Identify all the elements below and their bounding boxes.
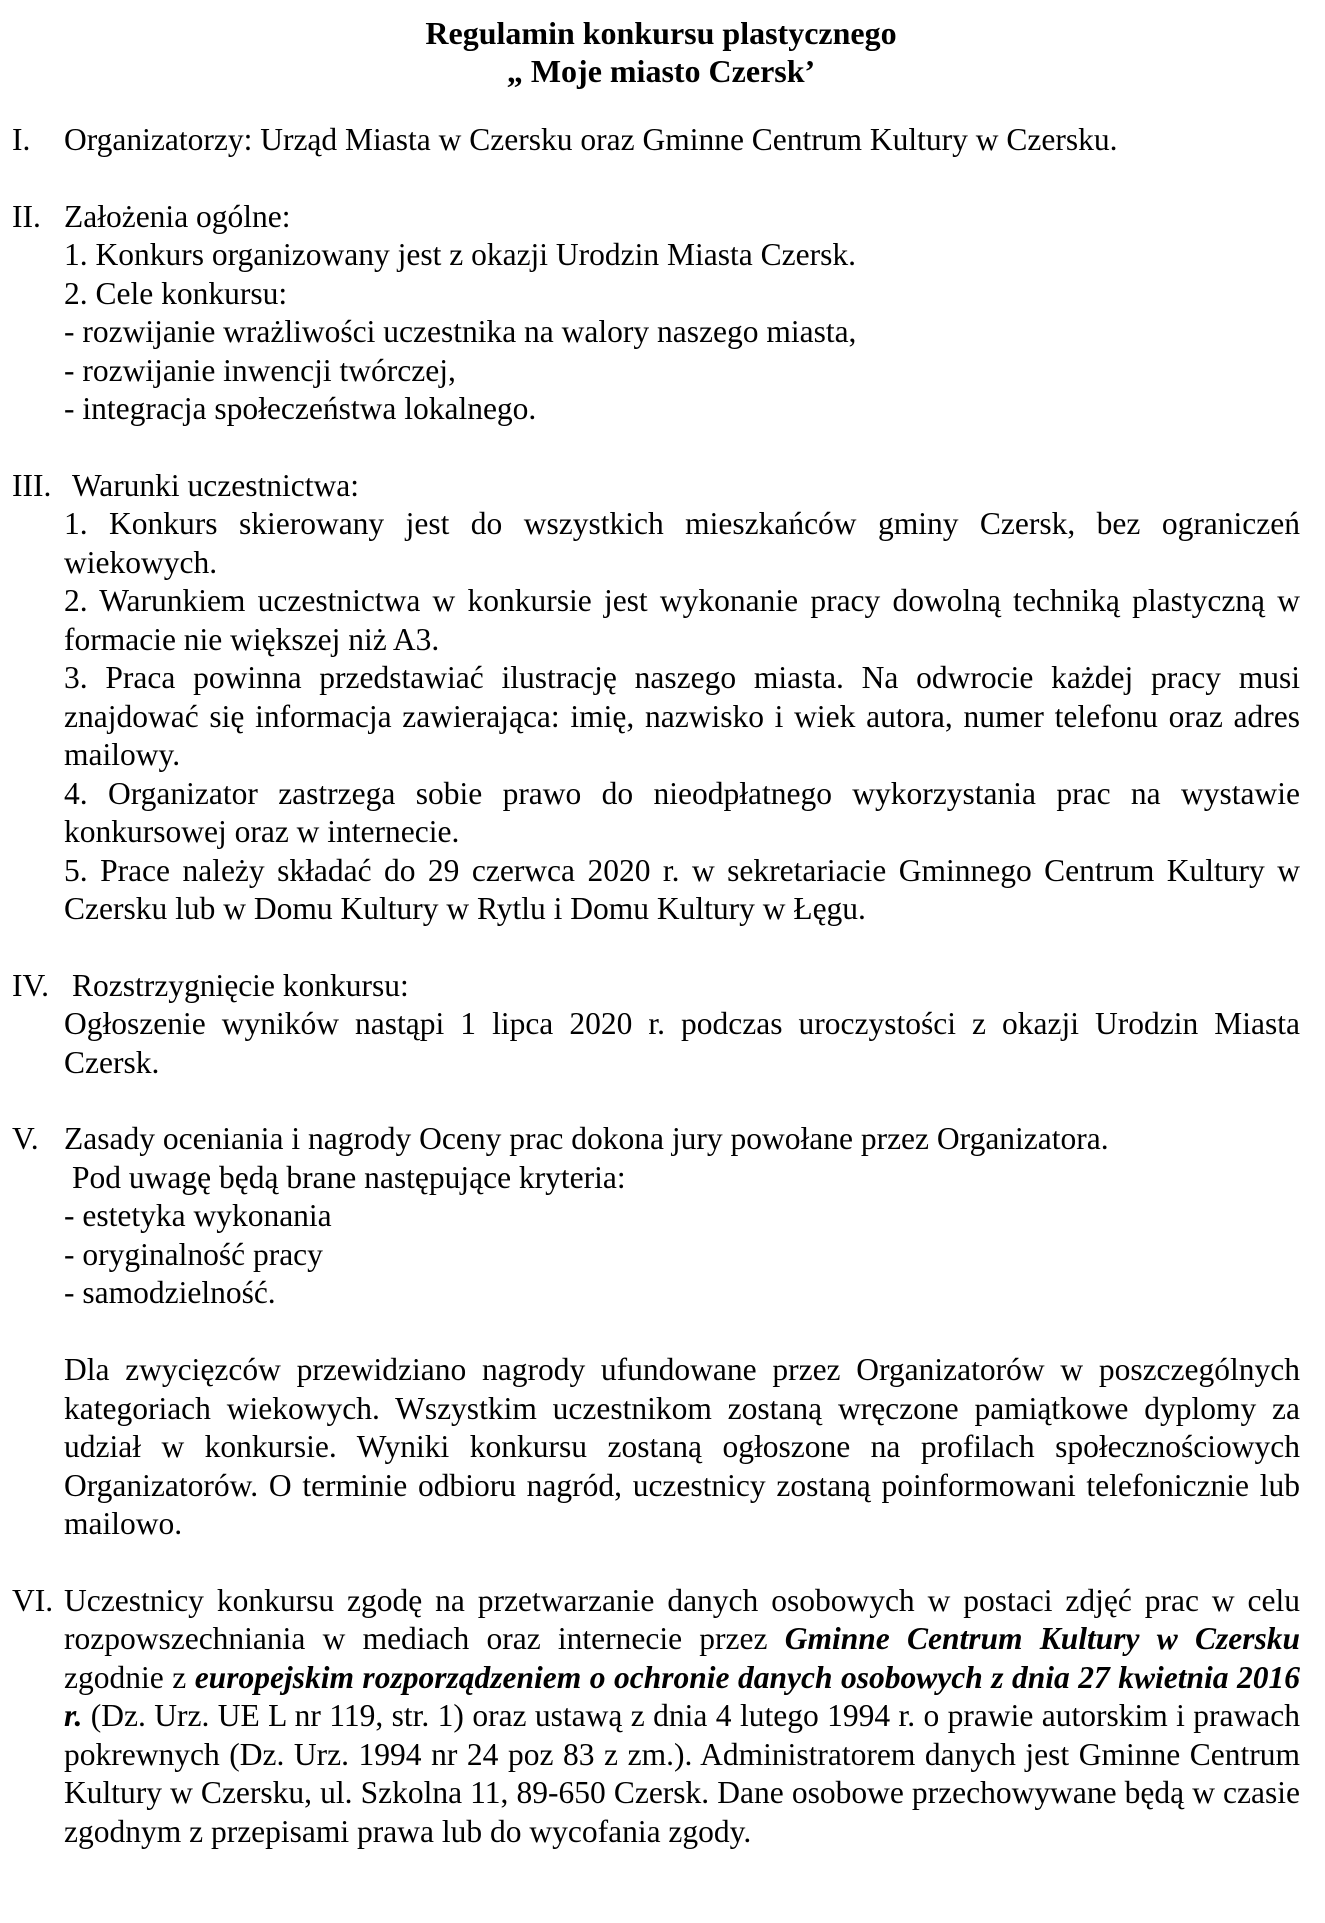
document-title — [12, 14, 1300, 90]
title-line-1: Regulamin konkursu plastycznego — [425, 15, 897, 51]
list-item: 1. Konkurs organizowany jest z okazji Urodzin Miasta Czersk. — [64, 237, 856, 272]
section-body — [64, 198, 1300, 429]
list-item: - estetyka wykonania — [64, 1198, 332, 1233]
section-body — [64, 467, 1300, 929]
section-numeral: VI. — [12, 1582, 54, 1618]
list-item: - rozwijanie wrażliwości uczestnika na walory naszego miasta, — [64, 314, 857, 349]
section-body — [64, 1582, 1300, 1852]
section-6 — [12, 1582, 1300, 1852]
paragraph: 2. Warunkiem uczestnictwa w konkursie jest wykonanie pracy dowolną techniką plastyczną w formacie nie większej niż A3. — [64, 583, 1300, 657]
paragraph — [64, 1582, 1300, 1852]
list-item: - integracja społeczeństwa lokalnego. — [64, 391, 537, 426]
section-numeral: III. — [12, 467, 52, 503]
paragraph: 5. Prace należy składać do 29 czerwca 2020 r. w sekretariacie Gminnego Centrum Kultury w Czersku lub w Domu Kultury w Rytlu i Domu Kultury w Łęgu. — [64, 852, 1300, 926]
emphasis-text: Gminne Centrum Kultury w Czersku — [784, 1621, 1300, 1656]
text-segment: zgodnie z — [64, 1659, 195, 1695]
section-3 — [12, 467, 1300, 929]
section-numeral: V. — [12, 1121, 39, 1156]
list-item: - samodzielność. — [64, 1275, 276, 1310]
section-body — [64, 121, 1300, 160]
section-numeral: IV. — [12, 967, 50, 1003]
section-numeral: I. — [12, 122, 31, 157]
paragraph: 3. Praca powinna przedstawiać ilustrację naszego miasta. Na odwrocie każdej pracy musi znajdować się informacja zawierająca: imię, nazwisko i wiek autora, numer telefonu oraz adres mailowy. — [64, 660, 1300, 772]
emphasis-text: europejskim rozporządzeniem o ochronie danych osobowych z dnia 27 kwietnia 2016 r. — [64, 1659, 1300, 1733]
section-2 — [12, 198, 1300, 429]
section-heading: Założenia ogólne: — [64, 198, 291, 234]
text-segment: Uczestnicy konkursu zgodę na przetwarzanie danych osobowych w postaci zdjęć prac w celu rozpowszechniania w mediach oraz internecie przez — [64, 1582, 1300, 1656]
section-heading: Zasady oceniania i nagrody Oceny prac dokona jury powołane przez Organizatora. — [64, 1121, 1109, 1156]
section-body — [64, 967, 1300, 1083]
section-5 — [12, 1120, 1300, 1544]
section-numeral: II. — [12, 198, 41, 234]
criteria-intro: Pod uwagę będą brane następujące kryteria: — [72, 1159, 626, 1195]
paragraph: 4. Organizator zastrzega sobie prawo do nieodpłatnego wykorzystania prac na wystawie konkursowej oraz w internecie. — [64, 775, 1300, 849]
title-line-2: „ Moje miasto Czersk’ — [506, 53, 816, 89]
spacer — [64, 1313, 1300, 1352]
section-body — [64, 1120, 1300, 1544]
list-item: - rozwijanie inwencji twórczej, — [64, 352, 456, 388]
list-item: 2. Cele konkursu: — [64, 275, 288, 311]
organizers-text: Organizatorzy: Urząd Miasta w Czersku oraz Gminne Centrum Kultury w Czersku. — [64, 122, 1118, 157]
section-1 — [12, 121, 1300, 160]
list-item: - oryginalność pracy — [64, 1236, 323, 1272]
section-4 — [12, 967, 1300, 1083]
section-heading: Rozstrzygnięcie konkursu: — [72, 967, 409, 1003]
paragraph: 1. Konkurs skierowany jest do wszystkich mieszkańców gminy Czersk, bez ograniczeń wiekowych. — [64, 506, 1300, 580]
section-heading: Warunki uczestnictwa: — [72, 467, 359, 503]
paragraph: Ogłoszenie wyników nastąpi 1 lipca 2020 r. podczas uroczystości z okazji Urodzin Miasta Czersk. — [64, 1006, 1300, 1080]
text-segment: (Dz. Urz. UE L nr 119, str. 1) oraz ustawą z dnia 4 lutego 1994 r. o prawie autorskim i prawach pokrewnych (Dz. Urz. 1994 nr 24 poz 83 z zm.). Administratorem danych jest Gminne Centrum Kultury w Czersku, ul. Szkolna 11, 89-650 Czersk. Dane osobowe przechowywane będą w czasie zgodnym z przepisami prawa lub do wycofania zgody. — [64, 1698, 1300, 1849]
paragraph: Dla zwycięzców przewidziano nagrody ufundowane przez Organizatorów w poszczególnych kategoriach wiekowych. Wszystkim uczestnikom zostaną wręczone pamiątkowe dyplomy za udział w konkursie. Wyniki konkursu zostaną ogłoszone na profilach społecznościowych Organizatorów. O terminie odbioru nagród, uczestnicy zostaną poinformowani telefonicznie lub mailowo. — [64, 1352, 1300, 1541]
